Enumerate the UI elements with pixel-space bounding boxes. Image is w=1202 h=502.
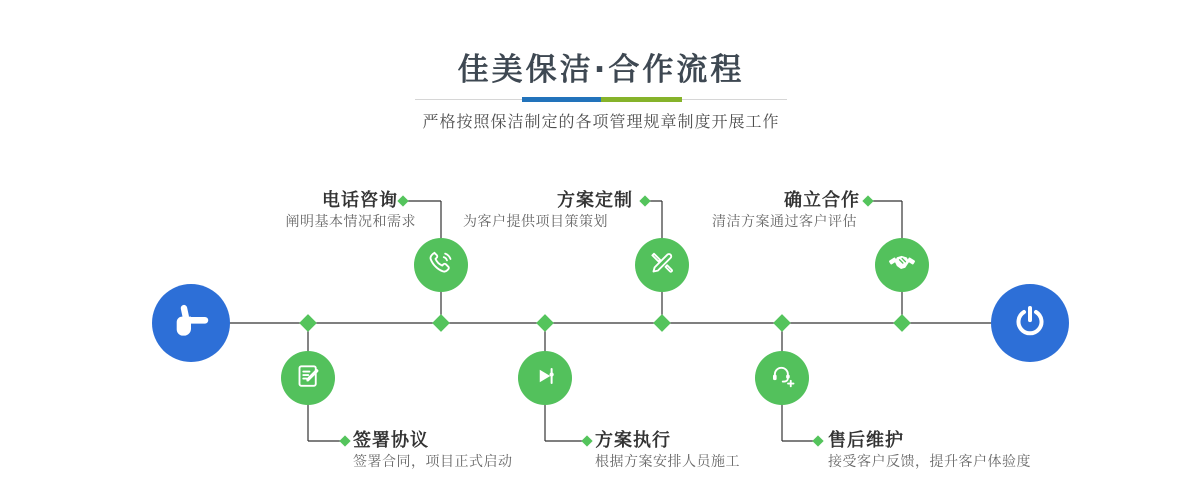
design-tools-icon — [647, 248, 677, 282]
phone-call-icon — [426, 248, 456, 282]
power-icon — [1010, 301, 1050, 345]
step-desc-after-sales: 接受客户反馈，提升客户体验度 — [828, 454, 1031, 470]
play-next-icon — [530, 361, 560, 395]
step-node-phone-consult — [414, 238, 468, 292]
step-title-plan-design: 方案定制 — [557, 190, 633, 211]
step-node-plan-execute — [518, 351, 572, 405]
headset-add-icon — [767, 361, 797, 395]
step-node-plan-design — [635, 238, 689, 292]
step-desc-plan-execute: 根据方案安排人员施工 — [595, 454, 740, 470]
step-node-sign-agreement — [281, 351, 335, 405]
sign-document-icon — [293, 361, 323, 395]
handshake-icon — [887, 248, 917, 282]
page-title: 佳美保洁·合作流程 — [457, 52, 745, 88]
step-desc-sign-agreement: 签署合同，项目正式启动 — [353, 454, 513, 470]
step-desc-phone-consult: 阐明基本情况和需求 — [285, 214, 416, 230]
start-node — [152, 284, 230, 362]
step-title-cooperation: 确立合作 — [784, 190, 860, 211]
label-marker-diamonds — [339, 195, 873, 446]
step-desc-plan-design: 为客户提供项目策策划 — [463, 214, 608, 230]
step-title-after-sales: 售后维护 — [828, 430, 904, 451]
end-node — [991, 284, 1069, 362]
step-node-after-sales — [755, 351, 809, 405]
pointing-hand-icon — [169, 299, 213, 347]
step-node-cooperation — [875, 238, 929, 292]
step-title-phone-consult: 电话咨询 — [322, 190, 398, 211]
step-title-sign-agreement: 签署协议 — [353, 430, 429, 451]
step-desc-cooperation: 清洁方案通过客户评估 — [712, 214, 857, 230]
step-title-plan-execute: 方案执行 — [595, 430, 671, 451]
page-subtitle: 严格按照保洁制定的各项管理规章制度开展工作 — [422, 112, 780, 131]
